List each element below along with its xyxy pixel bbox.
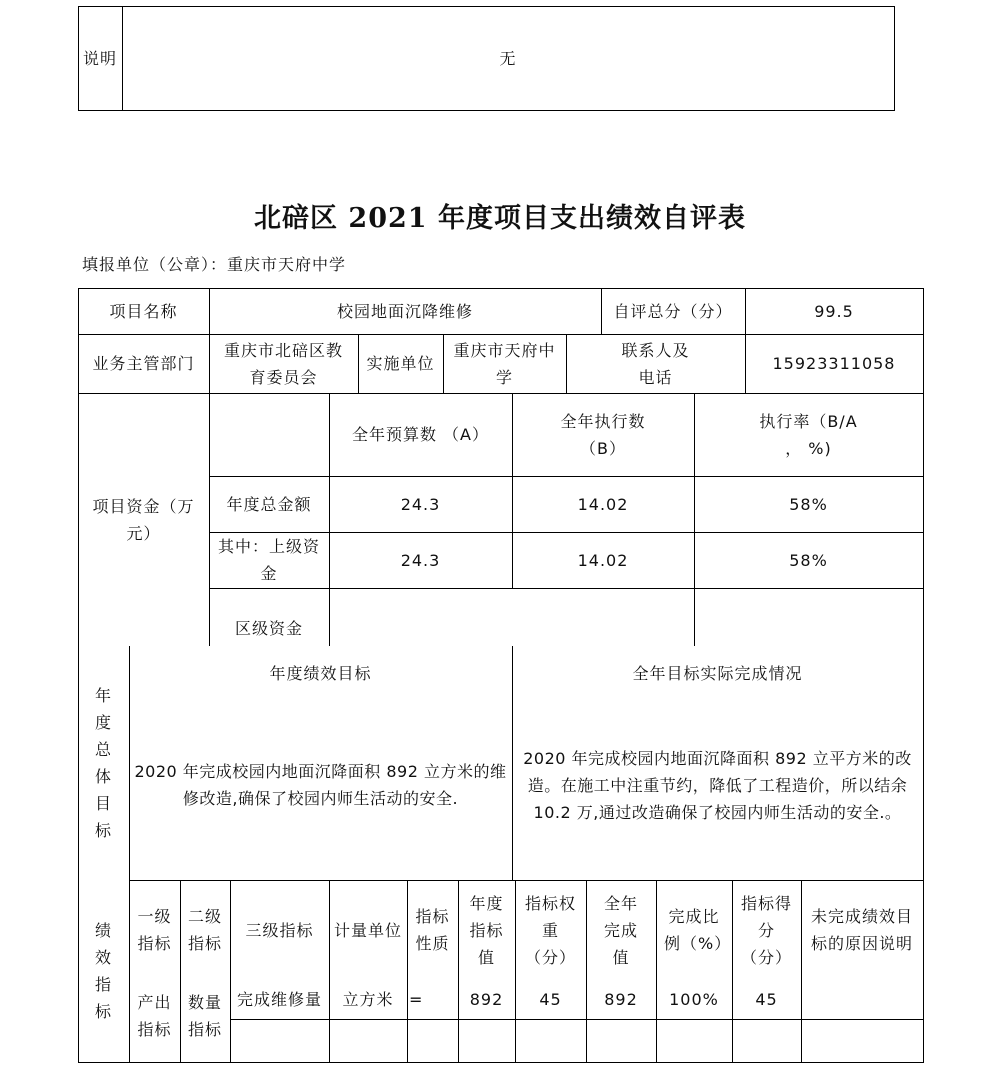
level3-header: 三级指标 [245,920,314,940]
department-value: 重庆市北碚区教育委员会 [223,340,343,387]
score-header: 指标得分（分） [740,893,792,967]
level1-header: 一级指标 [137,907,172,953]
executed-header: 全年执行数（B） [560,411,646,458]
contact-label: 联系人及电话 [621,340,690,387]
funds-row-rate: 58% [789,550,828,570]
level2-value: 数量指标 [188,993,223,1039]
annual-goal-label: 年度总体目标 [94,686,112,840]
actual-header: 全年目标实际完成情况 [632,663,803,683]
note-value: 无 [499,48,517,68]
project-name: 校园地面沉降维修 [336,301,473,321]
nature-value: = [409,990,424,1009]
target-header: 年度绩效目标 [269,663,372,683]
budget-header: 全年预算数 （A） [351,425,490,444]
funds-row-executed: 14.02 [577,550,629,570]
target-text: 2020 年完成校园内地面沉降面积 892 立方米的维修改造,确保了校园内师生活动的安全. [134,762,507,808]
rate-header: 执行率（B/A ， %) [759,411,858,458]
funds-row-rate [694,588,923,646]
actual-text: 2020 年完成校园内地面沉降面积 892 立平方米的改造。在施工中注重节约，降低了工程造价，所以结余 10.2 万,通过改造确保了校园内师生活动的安全.。 [523,748,912,822]
implementing-unit-value: 重庆市天府中学 [453,340,556,387]
reporting-unit: 填报单位（公章）：重庆市天府中学 [82,255,347,274]
implementing-unit-label: 实施单位 [366,354,435,373]
funds-row-budget [329,588,694,646]
funds-row-budget: 24.3 [400,494,441,514]
level3-value: 完成维修量 [236,990,322,1009]
funds-label: 项目资金（万元） [92,496,195,543]
contact-phone: 15923311058 [772,354,896,373]
level2-header: 二级指标 [188,907,223,953]
ratio-value: 100% [669,990,719,1009]
annual-value-header: 年度指标值 [469,893,504,967]
unit-header: 计量单位 [333,920,402,940]
score-value: 45 [755,990,778,1009]
funds-row-budget: 24.3 [400,550,441,570]
weight-value: 45 [539,990,562,1009]
funds-row-label: 年度总金额 [226,494,312,514]
funds-row-label: 区级资金 [234,619,303,638]
actual-value-header: 全年完成值 [603,893,638,967]
note-label: 说明 [82,48,117,68]
funds-row-rate: 58% [789,494,828,514]
nature-header: 指标性质 [415,907,450,953]
total-score: 99.5 [814,301,854,321]
weight-header: 指标权重（分） [524,893,576,967]
ratio-header: 完成比例（%） [664,907,732,953]
reason-header: 未完成绩效目标的原因说明 [810,907,913,953]
score-label: 自评总分（分） [613,301,733,321]
indicators-label: 绩效指标 [94,921,112,1021]
funds-row-executed: 14.02 [577,494,629,514]
department-label: 业务主管部门 [92,354,195,373]
page-title: 北碚区 2021 年度项目支出绩效自评表 [254,203,746,234]
reason-value [801,980,923,1019]
level1-value: 产出指标 [137,993,172,1039]
funds-row-label: 其中：上级资金 [217,537,320,583]
annual-value: 892 [469,990,504,1009]
unit-value: 立方米 [342,990,394,1009]
project-name-label: 项目名称 [109,301,178,321]
actual-value: 892 [604,990,638,1009]
